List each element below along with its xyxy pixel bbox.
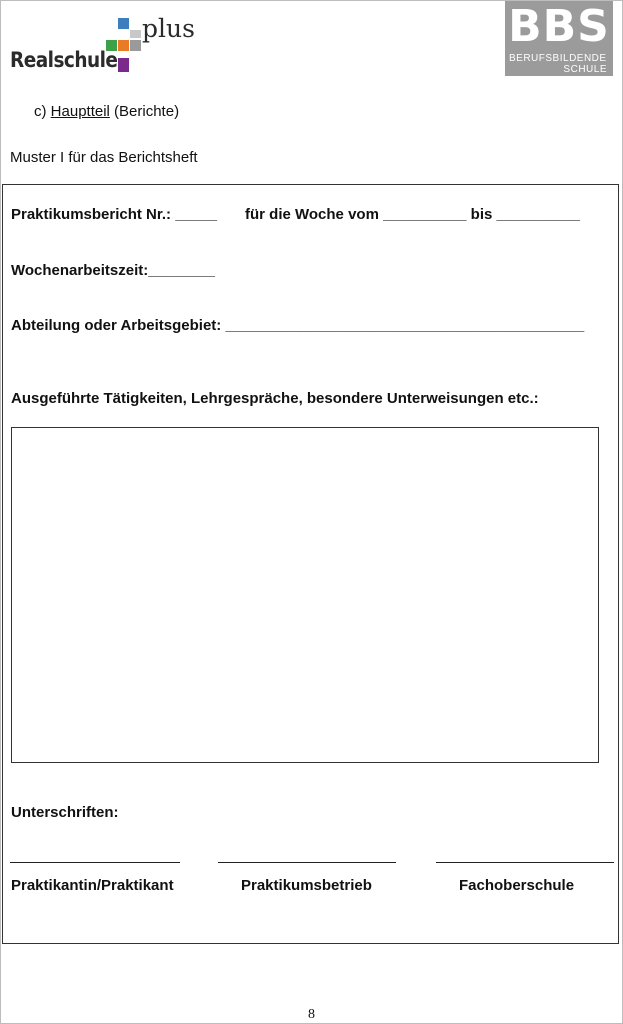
signature-line-company xyxy=(218,862,396,863)
realschule-plus-logo xyxy=(10,14,195,78)
section-prefix: c) xyxy=(34,103,47,120)
report-number-field: Praktikumsbericht Nr.: _____ xyxy=(11,206,217,223)
signer-company: Praktikumsbetrieb xyxy=(241,877,372,894)
week-range-field: für die Woche vom __________ bis __________ xyxy=(245,206,580,223)
department-field: Abteilung oder Arbeitsgebiet: ___________________________________________ xyxy=(11,317,585,334)
bbs-letters: BBS xyxy=(508,1,610,52)
logo-square-orange xyxy=(118,40,129,51)
bbs-line-2: SCHULE xyxy=(563,64,607,75)
logo-square-light-grey xyxy=(130,30,141,38)
signer-intern: Praktikantin/Praktikant xyxy=(11,877,174,894)
logo-square-blue xyxy=(118,18,129,29)
signer-school: Fachoberschule xyxy=(459,877,575,894)
logo-wordmark: Realschule xyxy=(10,48,118,72)
activities-box xyxy=(11,427,599,763)
logo-square-grey xyxy=(130,40,141,51)
working-hours-field: Wochenarbeitszeit:________ xyxy=(11,262,215,279)
bbs-line-1: BERUFSBILDENDE xyxy=(509,53,607,64)
signatures-label: Unterschriften: xyxy=(11,804,119,821)
section-heading xyxy=(34,103,179,120)
signature-line-intern xyxy=(10,862,180,863)
logo-plus: plus xyxy=(142,14,195,43)
bbs-logo xyxy=(505,1,613,76)
section-main-part: Hauptteil xyxy=(50,103,110,120)
page-number: 8 xyxy=(308,1007,315,1022)
report-form xyxy=(2,184,619,944)
section-suffix: (Berichte) xyxy=(114,103,180,120)
logo-square-purple xyxy=(118,58,129,72)
sample-title: Muster I für das Berichtsheft xyxy=(10,149,198,166)
signature-line-school xyxy=(436,862,614,863)
activities-label: Ausgeführte Tätigkeiten, Lehrgespräche, besondere Unterweisungen etc.: xyxy=(11,390,539,407)
